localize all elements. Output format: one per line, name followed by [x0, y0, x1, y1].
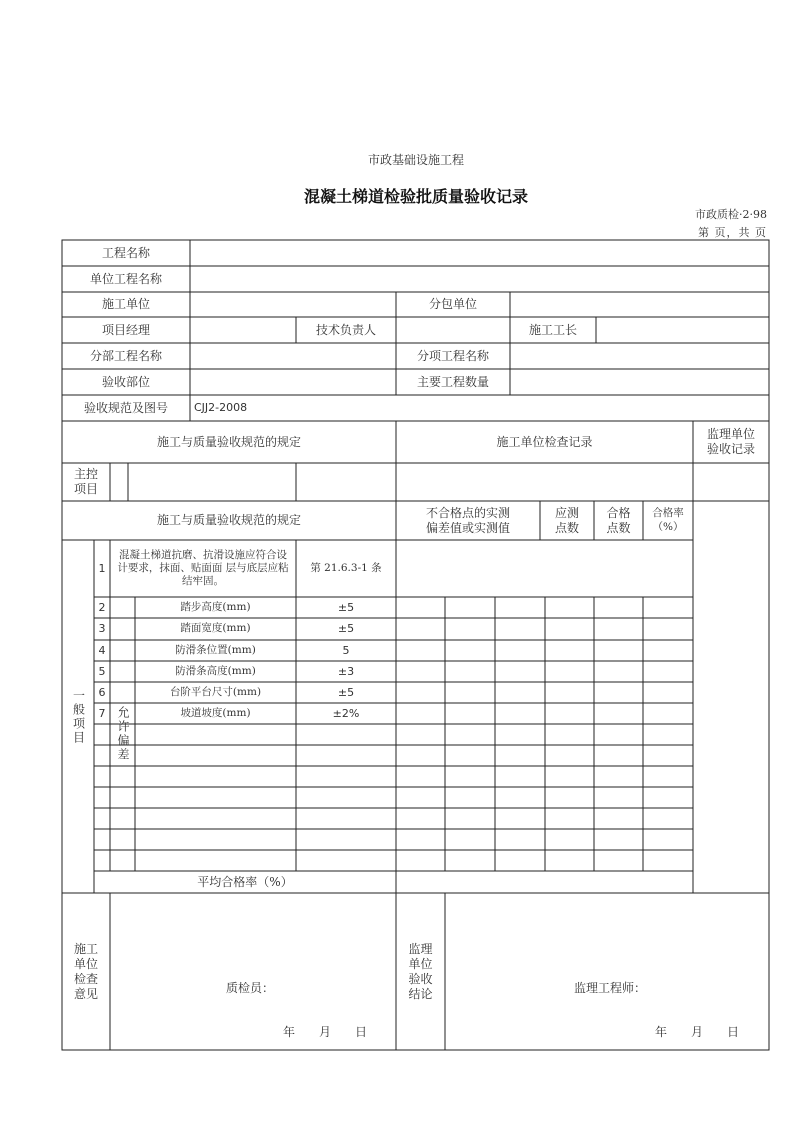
project-name-label: 工程名称	[101, 245, 150, 260]
contractor-label: 施工单位	[101, 297, 150, 311]
points-required-header: 应测 点数	[554, 505, 579, 535]
item-4-tol: 5	[342, 643, 350, 657]
standard-value[interactable]: CJJ2-2008	[194, 401, 248, 415]
points-passed-header: 合格 点数	[606, 505, 631, 535]
item-7-tol: ±2%	[332, 706, 360, 720]
contractor-check-header: 施工单位检查记录	[496, 434, 593, 449]
item-1-text: 混凝土梯道抗磨、抗滑设施应符合设计要求，抹面、贴面面 层与底层应粘结牢固。	[117, 548, 289, 588]
date-right: 年 月 日	[654, 1024, 739, 1039]
project-manager-field[interactable]	[190, 317, 296, 343]
foreman-label: 施工工长	[528, 322, 577, 337]
page-info: 第 页，共 页	[698, 226, 767, 239]
date-left: 年 月 日	[282, 1024, 367, 1039]
main-quantity-field[interactable]	[510, 369, 769, 395]
foreman-field[interactable]	[596, 317, 769, 343]
contractor-field[interactable]	[190, 292, 396, 317]
supervisor-conclusion-label: 监理 单位 验收 结论	[408, 941, 433, 1001]
item-7-name: 坡道坡度(mm)	[180, 706, 251, 719]
subitem-label: 分项工程名称	[416, 348, 489, 363]
avg-rate-field[interactable]	[396, 871, 693, 893]
form-code: 市政质检·2·98	[695, 208, 767, 221]
item-5-no: 5	[98, 664, 106, 678]
spec-rules-header: 施工与质量验收规范的规定	[156, 434, 301, 449]
tech-lead-field[interactable]	[396, 317, 510, 343]
item-6-name: 台阶平台尺寸(mm)	[169, 685, 262, 698]
acceptance-part-label: 验收部位	[101, 374, 150, 389]
unit-project-field[interactable]	[190, 266, 769, 292]
item-4-name: 防滑条位置(mm)	[175, 643, 256, 656]
main-quantity-label: 主要工程数量	[416, 374, 489, 389]
division-field[interactable]	[190, 343, 396, 369]
item-1-ref: 第 21.6.3-1 条	[310, 561, 382, 574]
supervisor-record-header: 监理单位 验收记录	[706, 427, 755, 456]
item-7-no: 7	[98, 706, 106, 720]
engineer-label: 监理工程师：	[573, 980, 646, 995]
measured-values-header: 不合格点的实测 偏差值或实测值	[425, 505, 510, 535]
form-supertitle: 市政基础设施工程	[367, 153, 464, 167]
item-5-tol: ±3	[337, 664, 355, 678]
item-3-tol: ±5	[337, 622, 355, 636]
item-4-no: 4	[98, 643, 106, 657]
form-title: 混凝土梯道检验批质量验收记录	[303, 187, 528, 206]
item-6-no: 6	[98, 685, 106, 699]
tolerance-label: 允许偏差	[116, 706, 130, 762]
subcontractor-label: 分包单位	[428, 297, 477, 311]
general-items-label: 一般项目	[71, 688, 86, 745]
subcontractor-field[interactable]	[510, 292, 769, 317]
item-6-tol: ±5	[337, 685, 355, 699]
acceptance-part-field[interactable]	[190, 369, 396, 395]
division-label: 分部工程名称	[89, 348, 162, 363]
item-1-no: 1	[98, 561, 106, 575]
contractor-opinion-label: 施工 单位 检查 意见	[73, 941, 98, 1001]
tech-lead-label: 技术负责人	[315, 322, 376, 337]
item-2-name: 踏步高度(mm)	[180, 600, 251, 613]
item-2-no: 2	[98, 600, 106, 614]
avg-rate-label: 平均合格率（%）	[197, 874, 293, 889]
unit-project-label: 单位工程名称	[89, 271, 162, 286]
item-2-tol: ±5	[337, 600, 355, 614]
pass-rate-header: 合格率 （%）	[652, 507, 684, 533]
main-control-label: 主控 项目	[73, 467, 98, 496]
standard-label: 验收规范及图号	[83, 400, 168, 415]
spec-rules-header-2: 施工与质量验收规范的规定	[156, 513, 301, 527]
project-name-field[interactable]	[190, 240, 769, 266]
item-5-name: 防滑条高度(mm)	[175, 664, 256, 677]
inspector-label: 质检员：	[225, 980, 274, 995]
project-manager-label: 项目经理	[101, 322, 150, 337]
subitem-field[interactable]	[510, 343, 769, 369]
item-3-no: 3	[98, 622, 106, 636]
item-3-name: 踏面宽度(mm)	[180, 622, 251, 635]
